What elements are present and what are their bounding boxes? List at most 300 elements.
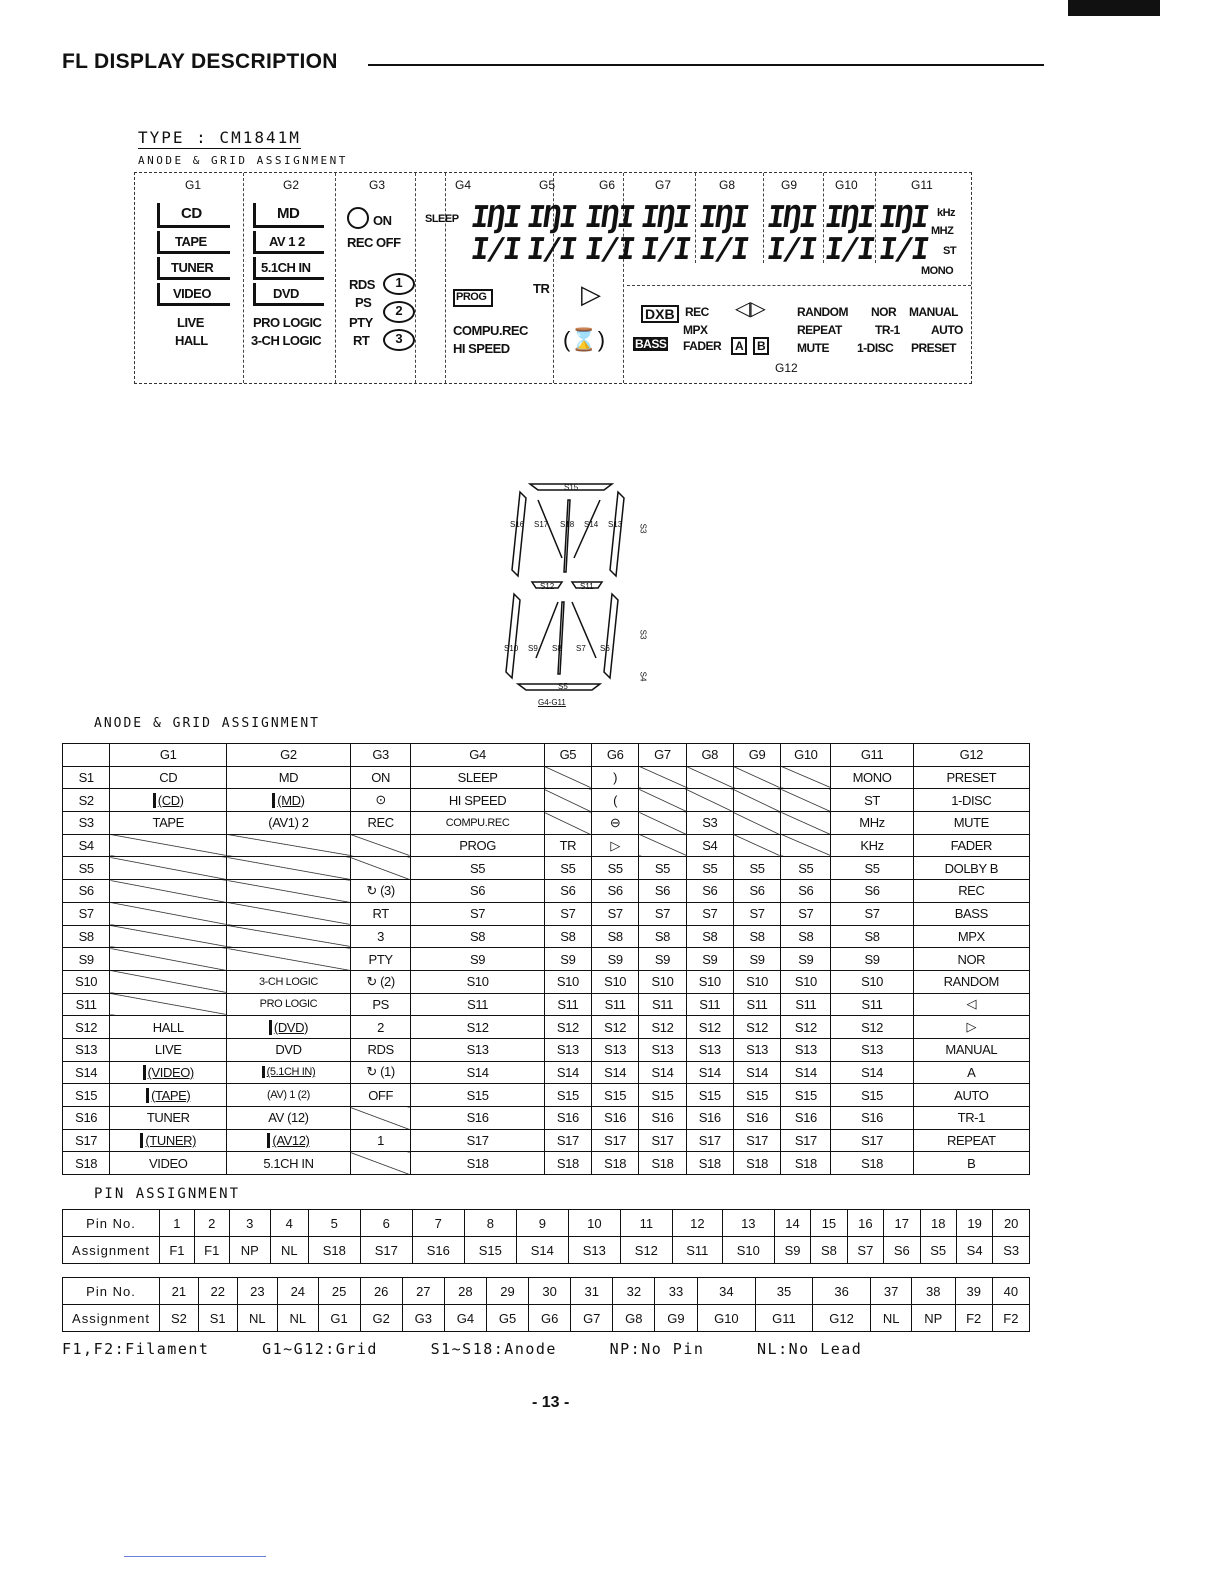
cell-text: (AV) 1 (2) bbox=[267, 1089, 310, 1102]
cell-text: S10 bbox=[698, 974, 721, 990]
table-cell bbox=[639, 970, 686, 993]
cell-text: MONO bbox=[852, 770, 892, 786]
table-cell bbox=[592, 857, 639, 880]
table-cell bbox=[411, 880, 544, 903]
table-cell bbox=[350, 834, 411, 857]
table-cell bbox=[63, 1107, 110, 1130]
table-cell bbox=[592, 766, 639, 789]
table-cell bbox=[544, 1016, 591, 1039]
cell-text: S12 bbox=[794, 1019, 817, 1035]
indicator-a: A bbox=[731, 337, 747, 355]
table-cell bbox=[411, 948, 544, 971]
indicator-pro-logic: PRO LOGIC bbox=[253, 315, 322, 330]
pin-cell: 25 bbox=[318, 1278, 360, 1305]
table-cell bbox=[227, 812, 351, 835]
pin-cell: S4 bbox=[956, 1237, 992, 1264]
g12-divider bbox=[627, 285, 971, 286]
table-cell bbox=[592, 789, 639, 812]
grid-label: G10 bbox=[835, 178, 858, 192]
pin-cell: F1 bbox=[160, 1237, 195, 1264]
pin-cell: S3 bbox=[993, 1237, 1030, 1264]
cell-text: S15 bbox=[556, 1087, 579, 1103]
indicator-md: MD bbox=[277, 205, 300, 222]
pin-cell: 34 bbox=[697, 1278, 756, 1305]
cell-text: S6 bbox=[749, 883, 765, 899]
table-cell bbox=[913, 1038, 1029, 1061]
indicator-mute: MUTE bbox=[797, 341, 829, 355]
segment-digit: IŊI bbox=[764, 200, 818, 235]
indicator-1-disc: 1-DISC bbox=[857, 341, 894, 355]
pin-cell: 3 bbox=[229, 1210, 270, 1237]
cell-text: S12 bbox=[604, 1019, 627, 1035]
table-cell bbox=[227, 948, 351, 971]
indicator-mpx: MPX bbox=[683, 323, 708, 337]
cell-text: S9 bbox=[78, 951, 94, 967]
table-cell bbox=[350, 812, 411, 835]
cell-text: PRESET bbox=[946, 770, 997, 786]
cell-text: PTY bbox=[368, 951, 393, 967]
cell-text: COMPU.REC bbox=[445, 816, 510, 829]
table-cell bbox=[781, 970, 831, 993]
cell-text: S5 bbox=[749, 860, 765, 876]
segment-layout-figure bbox=[500, 478, 670, 708]
grid-divider bbox=[763, 173, 764, 263]
cell-text: S10 bbox=[466, 974, 489, 990]
cell-text: S5 bbox=[864, 860, 880, 876]
pin-cell: F1 bbox=[194, 1237, 229, 1264]
pin-table-2 bbox=[62, 1277, 1030, 1332]
table-cell bbox=[110, 1107, 227, 1130]
cell-text: REC bbox=[958, 883, 985, 899]
cell-text: BASS bbox=[954, 906, 988, 922]
table-cell bbox=[733, 1152, 780, 1175]
grid-divider bbox=[243, 173, 244, 383]
cell-text: S5 bbox=[798, 860, 814, 876]
cell-text: S17 bbox=[75, 1133, 98, 1149]
table-cell bbox=[110, 766, 227, 789]
cell-text: S11 bbox=[795, 996, 817, 1012]
circle-three-icon: 3 bbox=[383, 329, 415, 351]
cell-text: S7 bbox=[798, 906, 814, 922]
table-cell bbox=[686, 766, 733, 789]
pin-cell: 23 bbox=[237, 1278, 277, 1305]
pin-cell: 38 bbox=[911, 1278, 955, 1305]
pin-cell: 24 bbox=[278, 1278, 318, 1305]
cell-text: S3 bbox=[702, 815, 718, 831]
table-cell bbox=[350, 902, 411, 925]
cell-text: S8 bbox=[654, 928, 670, 944]
indicator-nor: NOR bbox=[871, 305, 897, 319]
table-cell bbox=[686, 1084, 733, 1107]
cell-text: B bbox=[967, 1155, 976, 1171]
table-cell bbox=[227, 857, 351, 880]
table-cell bbox=[592, 834, 639, 857]
table-cell bbox=[831, 1016, 913, 1039]
table-cell bbox=[592, 993, 639, 1016]
column-header: G4 bbox=[411, 744, 544, 767]
table-cell bbox=[592, 1016, 639, 1039]
table-cell bbox=[733, 1129, 780, 1152]
pin-cell: G1 bbox=[318, 1305, 360, 1332]
pin-cell: G11 bbox=[756, 1305, 812, 1332]
pin-cell: S16 bbox=[412, 1237, 464, 1264]
cell-text: S14 bbox=[556, 1064, 579, 1080]
table-cell bbox=[63, 1129, 110, 1152]
table-cell bbox=[227, 902, 351, 925]
table-cell bbox=[913, 970, 1029, 993]
table-cell bbox=[639, 1107, 686, 1130]
table-cell bbox=[831, 834, 913, 857]
cell-text: NOR bbox=[957, 951, 986, 967]
table-cell bbox=[411, 993, 544, 1016]
cell-text: S9 bbox=[654, 951, 670, 967]
cell-text: S8 bbox=[864, 928, 880, 944]
table-cell bbox=[733, 925, 780, 948]
segment-label: S5 bbox=[558, 682, 568, 691]
grid-divider bbox=[445, 173, 446, 383]
cell-text: S16 bbox=[746, 1110, 768, 1126]
cell-text: S17 bbox=[698, 1133, 721, 1149]
table-cell bbox=[733, 1038, 780, 1061]
cell-text: ↻ (3) bbox=[366, 882, 395, 898]
table-cell bbox=[411, 1038, 544, 1061]
indicator-3ch-logic: 3-CH LOGIC bbox=[251, 333, 322, 348]
cell-text: S11 bbox=[861, 996, 883, 1012]
cell-text: S13 bbox=[604, 1042, 627, 1058]
table-cell bbox=[544, 1061, 591, 1084]
table-cell bbox=[110, 857, 227, 880]
cell-text: S18 bbox=[75, 1155, 98, 1171]
pin-cell: 29 bbox=[486, 1278, 528, 1305]
table-row bbox=[63, 1016, 1030, 1039]
pin-cell: 1 bbox=[160, 1210, 195, 1237]
cell-text: S10 bbox=[75, 974, 98, 990]
table-cell bbox=[411, 1107, 544, 1130]
table-cell bbox=[350, 1107, 411, 1130]
cell-text: 1-DISC bbox=[951, 792, 992, 808]
cell-text: S9 bbox=[864, 951, 880, 967]
table-cell bbox=[639, 1038, 686, 1061]
pin-cell: 11 bbox=[620, 1210, 672, 1237]
cell-text: ST bbox=[864, 792, 880, 808]
segment-digit: IŊI bbox=[822, 200, 876, 235]
column-header: G6 bbox=[592, 744, 639, 767]
table-cell bbox=[63, 1152, 110, 1175]
segment-digit: I∕I bbox=[764, 232, 818, 267]
table-cell bbox=[63, 857, 110, 880]
table-row bbox=[63, 880, 1030, 903]
cell-text: S15 bbox=[466, 1087, 489, 1103]
cell-text: ( bbox=[613, 792, 618, 808]
cell-text: S15 bbox=[75, 1087, 98, 1103]
table-cell bbox=[592, 880, 639, 903]
column-header: G11 bbox=[831, 744, 913, 767]
table-cell bbox=[227, 834, 351, 857]
table-cell bbox=[913, 902, 1029, 925]
cell-text: S7 bbox=[702, 906, 718, 922]
table-cell bbox=[831, 812, 913, 835]
cell-text: S10 bbox=[794, 974, 817, 990]
pin-cell: G8 bbox=[613, 1305, 655, 1332]
cell-text: S18 bbox=[746, 1155, 768, 1171]
cell-text: S16 bbox=[861, 1110, 883, 1126]
indicator-51ch-in: 5.1CH IN bbox=[261, 260, 311, 275]
table-cell bbox=[781, 812, 831, 835]
table-header-row bbox=[63, 744, 1030, 767]
indicator-tuner: TUNER bbox=[171, 260, 214, 275]
table-cell bbox=[733, 880, 780, 903]
cell-text: MHz bbox=[859, 815, 885, 831]
cell-text: S17 bbox=[466, 1133, 489, 1149]
table-cell bbox=[350, 766, 411, 789]
pin-cell: NL bbox=[278, 1305, 318, 1332]
table-cell bbox=[781, 857, 831, 880]
table-cell bbox=[63, 970, 110, 993]
grid-label: G3 bbox=[369, 178, 386, 192]
table-cell bbox=[63, 925, 110, 948]
pin-cell: 10 bbox=[568, 1210, 620, 1237]
table-cell bbox=[227, 925, 351, 948]
type-label: TYPE : CM1841M bbox=[138, 128, 301, 147]
table-cell bbox=[227, 993, 351, 1016]
table-cell bbox=[781, 1129, 831, 1152]
table-cell bbox=[592, 925, 639, 948]
table-cell bbox=[592, 1129, 639, 1152]
cell-text: S15 bbox=[698, 1087, 721, 1103]
indicator-tr1: TR-1 bbox=[875, 323, 900, 337]
cell-text: S12 bbox=[746, 1019, 768, 1035]
segment-side-label: S4 bbox=[638, 671, 648, 682]
indicator-b: B bbox=[753, 337, 769, 355]
cell-text: S11 bbox=[604, 996, 626, 1012]
segment-digit: I∕I bbox=[638, 232, 692, 267]
table-cell bbox=[350, 1084, 411, 1107]
cell-text: S15 bbox=[651, 1087, 674, 1103]
pin-cell: 18 bbox=[920, 1210, 956, 1237]
table-cell bbox=[350, 1038, 411, 1061]
segment-caption: G4-G11 bbox=[538, 698, 566, 707]
table-cell bbox=[411, 902, 544, 925]
cell-text: MUTE bbox=[953, 815, 989, 831]
table-row bbox=[63, 1084, 1030, 1107]
segment-label: S8 bbox=[552, 644, 562, 653]
cell-text: OFF bbox=[368, 1087, 393, 1103]
cell-text: S9 bbox=[470, 951, 486, 967]
table-cell bbox=[733, 1084, 780, 1107]
fl-display-diagram bbox=[134, 172, 972, 384]
cell-text: LIVE bbox=[154, 1042, 182, 1058]
cell-text: S11 bbox=[467, 996, 489, 1012]
cell-text: S12 bbox=[556, 1019, 579, 1035]
pin-cell: 13 bbox=[722, 1210, 774, 1237]
cell-text: S14 bbox=[861, 1064, 883, 1080]
pin-cell: 37 bbox=[871, 1278, 911, 1305]
table-cell bbox=[350, 1016, 411, 1039]
table-cell bbox=[544, 1038, 591, 1061]
cell-text: ) bbox=[613, 770, 618, 786]
table-cell bbox=[592, 1152, 639, 1175]
table-cell bbox=[544, 993, 591, 1016]
pin-cell: 28 bbox=[444, 1278, 486, 1305]
cell-text: S13 bbox=[466, 1042, 489, 1058]
table-cell bbox=[544, 1107, 591, 1130]
cell-text: TAPE bbox=[152, 815, 184, 831]
g12-label: G12 bbox=[775, 361, 798, 375]
cell-text: S16 bbox=[698, 1110, 721, 1126]
table-cell bbox=[781, 834, 831, 857]
cell-text: S8 bbox=[470, 928, 486, 944]
indicator-live: LIVE bbox=[177, 315, 204, 330]
cell-text: (TAPE) bbox=[146, 1088, 190, 1103]
cell-text: S7 bbox=[607, 906, 623, 922]
table-cell bbox=[110, 1016, 227, 1039]
cell-text: S12 bbox=[861, 1019, 883, 1035]
pin-cell: 5 bbox=[308, 1210, 360, 1237]
segment-digit: IŊI bbox=[524, 200, 578, 235]
cell-text: S5 bbox=[470, 860, 486, 876]
pin-cell: NL bbox=[237, 1305, 277, 1332]
column-header: G8 bbox=[686, 744, 733, 767]
table-cell bbox=[831, 970, 913, 993]
hourglass-icon: (⌛) bbox=[563, 327, 606, 352]
cell-text: CD bbox=[159, 770, 178, 786]
table-cell bbox=[733, 1016, 780, 1039]
pin-cell: 30 bbox=[529, 1278, 571, 1305]
cell-text: 3 bbox=[377, 928, 385, 944]
table-cell bbox=[110, 789, 227, 812]
table-cell bbox=[781, 1107, 831, 1130]
segment-label: S12 bbox=[540, 582, 555, 591]
table-cell bbox=[63, 880, 110, 903]
table-row bbox=[63, 1305, 1030, 1332]
cell-text: ↻ (1) bbox=[366, 1064, 395, 1080]
cell-text: S8 bbox=[702, 928, 718, 944]
segment-digit: IŊI bbox=[696, 200, 750, 235]
cell-text: S9 bbox=[749, 951, 765, 967]
table-cell bbox=[350, 789, 411, 812]
table-cell bbox=[63, 1038, 110, 1061]
cell-text: S5 bbox=[560, 860, 576, 876]
segment-label: S6 bbox=[600, 644, 610, 653]
table-cell bbox=[913, 857, 1029, 880]
table-cell bbox=[227, 766, 351, 789]
table-cell bbox=[686, 857, 733, 880]
cell-text: PRO LOGIC bbox=[259, 998, 318, 1011]
indicator-auto: AUTO bbox=[931, 323, 963, 337]
table-row bbox=[63, 789, 1030, 812]
cell-text: S13 bbox=[861, 1042, 883, 1058]
indicator-on: ON bbox=[373, 213, 392, 228]
cell-text: MANUAL bbox=[945, 1042, 998, 1058]
table-cell bbox=[544, 902, 591, 925]
table-cell bbox=[227, 1084, 351, 1107]
column-header: G2 bbox=[227, 744, 351, 767]
cell-text: (AV12) bbox=[267, 1133, 309, 1148]
pin-cell: S13 bbox=[568, 1237, 620, 1264]
segment-label: S14 bbox=[584, 520, 599, 529]
cell-text: PS bbox=[372, 996, 389, 1012]
table-cell bbox=[411, 970, 544, 993]
table-cell bbox=[544, 1129, 591, 1152]
pin-cell: S1 bbox=[198, 1305, 237, 1332]
pin-cell: G3 bbox=[402, 1305, 444, 1332]
table-cell bbox=[913, 834, 1029, 857]
cell-text: S17 bbox=[651, 1133, 674, 1149]
segment-label: S7 bbox=[576, 644, 586, 653]
indicator-hi-speed: HI SPEED bbox=[453, 341, 510, 356]
indicator-manual: MANUAL bbox=[909, 305, 958, 319]
pin-cell: 20 bbox=[993, 1210, 1030, 1237]
table-cell bbox=[350, 1152, 411, 1175]
anode-grid-table-label: ANODE & GRID ASSIGNMENT bbox=[94, 716, 321, 731]
pin-cell: 17 bbox=[884, 1210, 920, 1237]
pin-cell: G4 bbox=[444, 1305, 486, 1332]
cell-text: S11 bbox=[746, 996, 768, 1012]
cell-text: ▷ bbox=[966, 1019, 977, 1035]
cell-text: S15 bbox=[794, 1087, 817, 1103]
table-cell bbox=[411, 1084, 544, 1107]
pin-cell: 21 bbox=[160, 1278, 199, 1305]
indicator-rec: REC bbox=[685, 305, 709, 319]
table-row bbox=[63, 1237, 1030, 1264]
grid-label: G7 bbox=[655, 178, 672, 192]
cell-text: S6 bbox=[560, 883, 576, 899]
table-cell bbox=[781, 948, 831, 971]
cell-text: S13 bbox=[651, 1042, 674, 1058]
table-cell bbox=[831, 1061, 913, 1084]
segment-digit: IŊI bbox=[468, 200, 522, 235]
table-cell bbox=[227, 1061, 351, 1084]
pin-table-1 bbox=[62, 1209, 1030, 1264]
grid-label: G11 bbox=[911, 178, 933, 192]
table-cell bbox=[639, 766, 686, 789]
left-right-arrows-icon: ◁▷ bbox=[735, 298, 766, 320]
cell-text: S7 bbox=[654, 906, 670, 922]
anode-grid-label: ANODE & GRID ASSIGNMENT bbox=[138, 154, 348, 167]
table-cell bbox=[227, 1016, 351, 1039]
pin-cell: 39 bbox=[955, 1278, 992, 1305]
table-cell bbox=[831, 789, 913, 812]
cell-text: S7 bbox=[749, 906, 765, 922]
cell-text: RT bbox=[372, 906, 389, 922]
table-cell bbox=[639, 857, 686, 880]
table-cell bbox=[913, 1129, 1029, 1152]
cell-text: ◁ bbox=[966, 996, 977, 1012]
column-header bbox=[63, 744, 110, 767]
cell-text: ON bbox=[371, 770, 390, 786]
pin-no-header: Pin No. bbox=[63, 1278, 160, 1305]
table-cell bbox=[350, 993, 411, 1016]
table-cell bbox=[63, 1061, 110, 1084]
pin-cell: 9 bbox=[516, 1210, 568, 1237]
table-cell bbox=[686, 812, 733, 835]
table-row bbox=[63, 812, 1030, 835]
table-cell bbox=[639, 1152, 686, 1175]
segment-digit: I∕I bbox=[876, 232, 930, 267]
cell-text: S6 bbox=[798, 883, 814, 899]
segment-label: S17 bbox=[534, 520, 549, 529]
pin-cell: 16 bbox=[847, 1210, 883, 1237]
table-cell bbox=[913, 880, 1029, 903]
table-row bbox=[63, 970, 1030, 993]
indicator-pty: PTY bbox=[349, 315, 373, 330]
circle-one-icon: 1 bbox=[383, 273, 415, 295]
table-cell bbox=[733, 970, 780, 993]
table-row bbox=[63, 1129, 1030, 1152]
table-cell bbox=[592, 1038, 639, 1061]
segment-label: S9 bbox=[528, 644, 538, 653]
table-cell bbox=[831, 993, 913, 1016]
